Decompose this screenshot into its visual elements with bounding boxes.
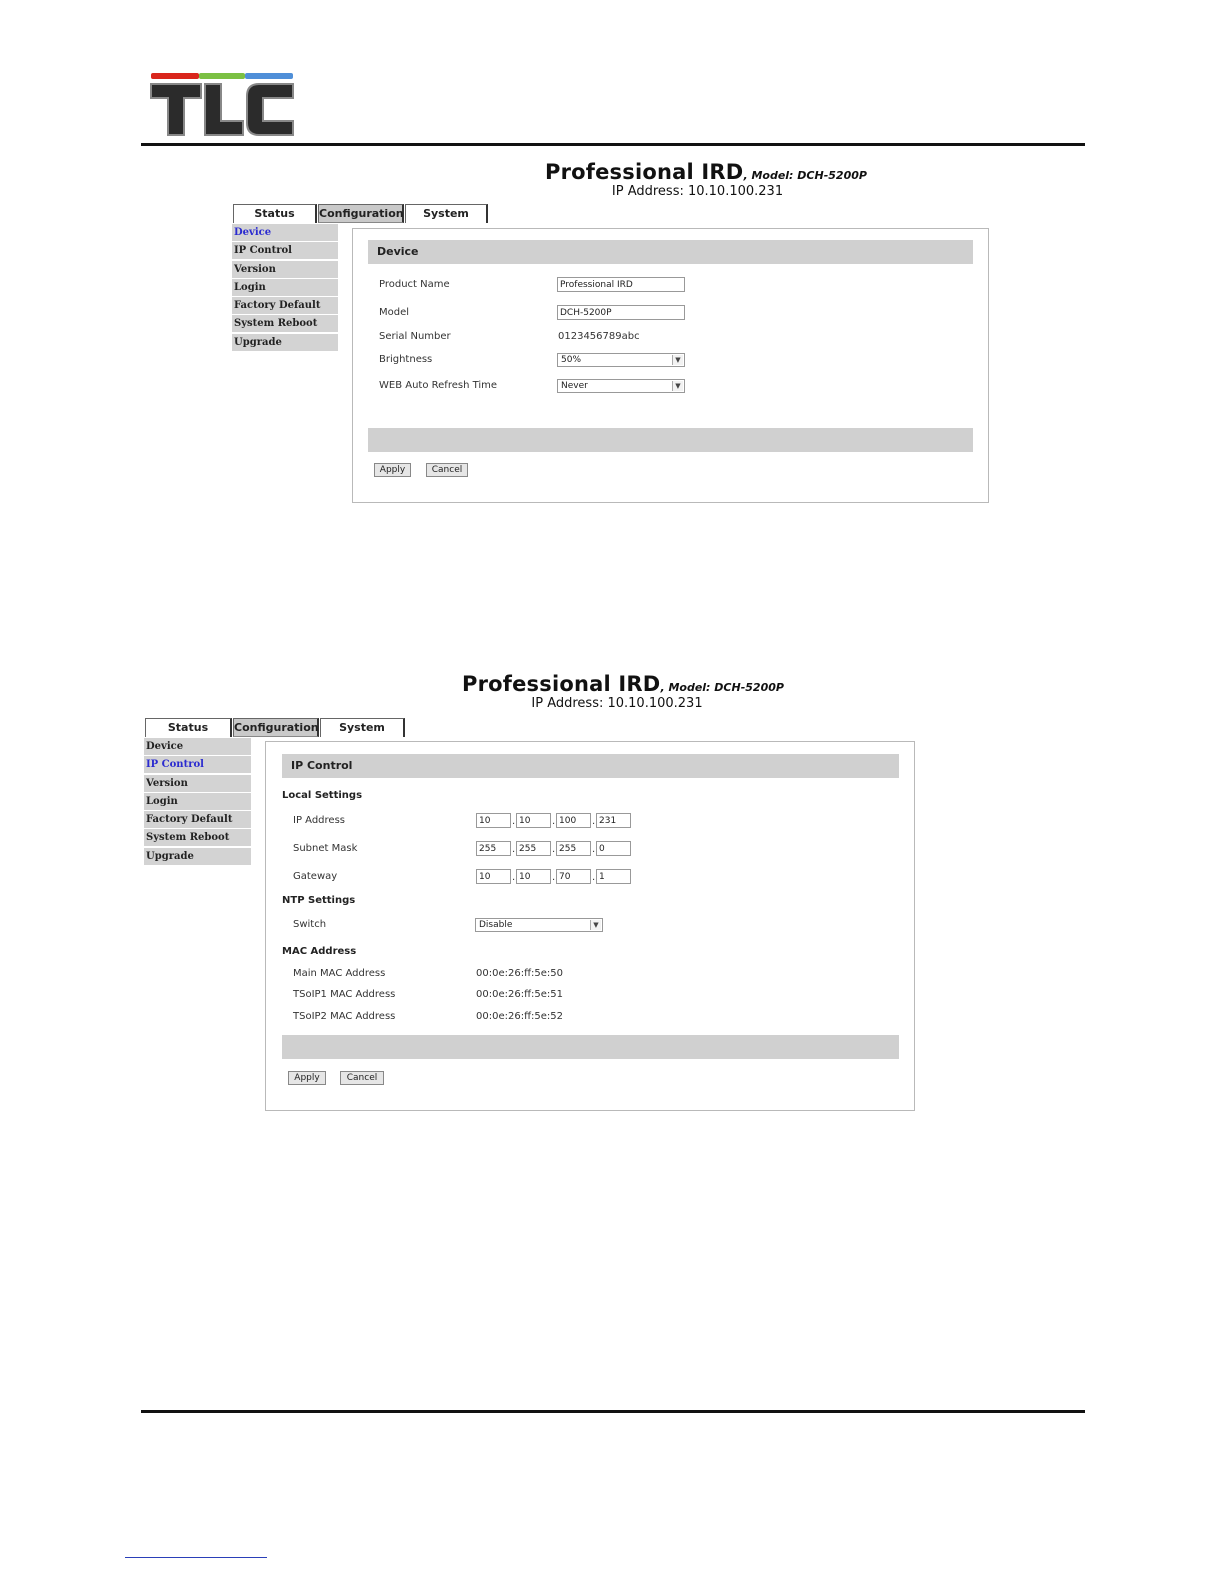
header-divider [141,143,1085,146]
subnet-octet-4-input[interactable] [596,841,631,856]
mac-address-heading: MAC Address [282,946,357,957]
octet-separator: . [512,844,516,855]
model-input[interactable] [557,305,685,320]
ip-octet-3-input[interactable] [556,813,591,828]
main-mac-value: 00:0e:26:ff:5e:50 [476,968,563,979]
panel2-title-block [462,672,784,711]
panel1-tab-configuration[interactable]: Configuration [318,204,404,223]
panel2-menu-device[interactable]: Device [144,738,251,755]
octet-separator: . [592,872,596,883]
panel1-menu-upgrade[interactable]: Upgrade [232,334,338,351]
panel1-product-title: Professional IRD [545,160,744,184]
panel1-apply-button[interactable]: Apply [374,463,411,477]
footer-link-underline[interactable] [125,1557,267,1558]
panel1-tab-status[interactable]: Status [233,204,317,223]
panel2-tab-configuration[interactable]: Configuration [233,718,319,737]
footer-divider [141,1410,1085,1413]
serial-number-value: 0123456789abc [558,331,640,342]
panel1-menu-ip-control[interactable]: IP Control [232,242,338,259]
panel1-section-header: Device [368,240,973,264]
octet-separator: . [512,816,516,827]
octet-separator: . [552,844,556,855]
chevron-down-icon: ▼ [590,920,601,930]
web-refresh-select[interactable] [557,379,685,393]
panel2-cancel-button[interactable]: Cancel [340,1071,384,1085]
panel1-side-menu [232,224,338,352]
model-label: Model [379,307,410,318]
gateway-label: Gateway [293,871,338,882]
ip-octet-1-input[interactable] [476,813,511,828]
ntp-switch-select[interactable] [475,918,603,932]
panel2-menu-version[interactable]: Version [144,775,251,792]
panel1-menu-factory-default[interactable]: Factory Default [232,297,338,314]
gateway-octet-2-input[interactable] [516,869,551,884]
panel1-tab-system[interactable]: System [405,204,488,223]
panel2-side-menu [144,738,251,866]
octet-separator: . [552,872,556,883]
panel2-footer-bar [282,1035,899,1059]
web-refresh-label: WEB Auto Refresh Time [379,380,498,391]
panel1-menu-device[interactable]: Device [232,224,338,241]
octet-separator: . [592,844,596,855]
main-mac-label: Main MAC Address [293,968,386,979]
panel2-apply-button[interactable]: Apply [288,1071,326,1085]
panel2-ip-address: IP Address: 10.10.100.231 [531,696,703,711]
subnet-octet-1-input[interactable] [476,841,511,856]
panel2-menu-ip-control[interactable]: IP Control [144,756,251,773]
ip-octet-2-input[interactable] [516,813,551,828]
ntp-switch-select-value: Disable [479,920,513,930]
chevron-down-icon: ▼ [672,381,683,391]
gateway-octet-1-input[interactable] [476,869,511,884]
panel2-tab-system[interactable]: System [320,718,405,737]
octet-separator: . [592,816,596,827]
tsoip2-mac-label: TSoIP2 MAC Address [293,1011,396,1022]
serial-number-label: Serial Number [379,331,451,342]
chevron-down-icon: ▼ [672,355,683,365]
tsoip1-mac-value: 00:0e:26:ff:5e:51 [476,989,563,1000]
local-settings-heading: Local Settings [282,790,363,801]
gateway-octet-4-input[interactable] [596,869,631,884]
panel2-menu-upgrade[interactable]: Upgrade [144,848,251,865]
panel2-section-header: IP Control [282,754,899,778]
panel2-product-title: Professional IRD [462,672,661,696]
ip-address-label: IP Address [293,815,345,826]
brightness-select-value: 50% [561,355,582,365]
product-name-label: Product Name [379,279,450,290]
panel1-title-block [545,160,867,199]
panel2-menu-factory-default[interactable]: Factory Default [144,811,251,828]
tsoip2-mac-value: 00:0e:26:ff:5e:52 [476,1011,563,1022]
octet-separator: . [552,816,556,827]
web-refresh-select-value: Never [561,381,588,391]
panel1-model-label: , Model: DCH-5200P [743,169,867,182]
subnet-mask-label: Subnet Mask [293,843,358,854]
gateway-octet-3-input[interactable] [556,869,591,884]
panel1-ip-address: IP Address: 10.10.100.231 [611,184,784,199]
panel1-menu-version[interactable]: Version [232,261,338,278]
brightness-label: Brightness [379,354,433,365]
panel1-footer-bar [368,428,973,452]
octet-separator: . [512,872,516,883]
panel1-menu-system-reboot[interactable]: System Reboot [232,315,338,332]
subnet-octet-2-input[interactable] [516,841,551,856]
panel2-model-label: , Model: DCH-5200P [660,681,784,694]
brightness-select[interactable] [557,353,685,367]
product-name-input[interactable] [557,277,685,292]
tlc-logo [147,70,297,142]
ntp-settings-heading: NTP Settings [282,895,356,906]
panel2-menu-login[interactable]: Login [144,793,251,810]
tlc-logo-graphic [147,70,297,142]
panel2-menu-system-reboot[interactable]: System Reboot [144,829,251,846]
panel1-menu-login[interactable]: Login [232,279,338,296]
subnet-octet-3-input[interactable] [556,841,591,856]
ip-octet-4-input[interactable] [596,813,631,828]
panel1-cancel-button[interactable]: Cancel [426,463,468,477]
ntp-switch-label: Switch [293,919,327,930]
panel2-tab-status[interactable]: Status [145,718,232,737]
tsoip1-mac-label: TSoIP1 MAC Address [293,989,396,1000]
